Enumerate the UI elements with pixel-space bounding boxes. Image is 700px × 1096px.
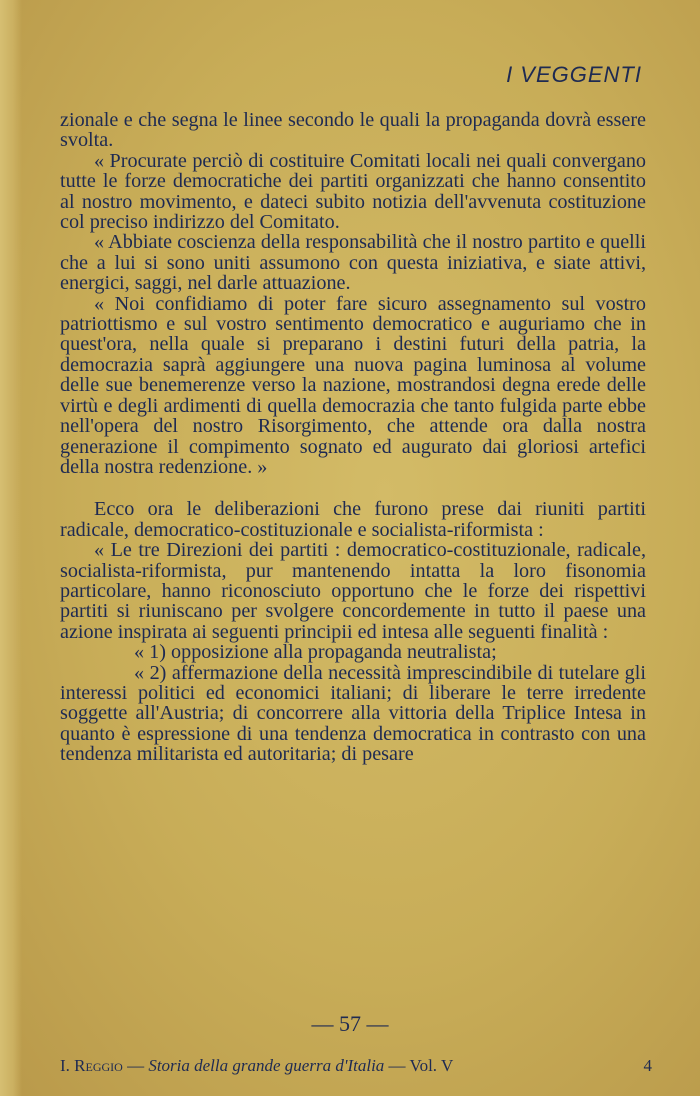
paragraph: zionale e che segna le linee secondo le quali la propaganda dovrà essere svolta. [60,109,646,152]
list-item: « 1) opposizione alla propaganda neutralista; [134,641,497,664]
footer-book-title: Storia della grande guerra d'Italia [148,1056,385,1075]
paragraph: « Le tre Direzioni dei partiti : democratico-costituzionale, radicale, socialista-riformista, pur mantenendo intatta la loro fisonomia particolare, hanno riconosciuto opportuno che le forze dei rispettivi partiti si riuniscano per svolgere concordemente in tutto il paese una azione inspirata ai seguenti principii ed intesa alle seguenti finalità : [60,539,646,643]
footer-volume: Vol. V [409,1056,454,1075]
running-head: I VEGGENTI [506,62,642,87]
page-spine-shadow [0,0,22,1096]
footer-signature-mark: 4 [643,1056,652,1075]
footer-separator: — [384,1056,410,1075]
paragraph: Ecco ora le deliberazioni che furono prese dai riuniti partiti radicale, democratico-costituzionale e socialista-riformista : [60,498,646,541]
paragraph: « Procurate perciò di costituire Comitati locali nei quali convergano tutte le forze democratiche dei partiti organizzati che hanno consentito al nostro movimento, e dateci subito notizia dell'avvenuta costituzione col preciso indirizzo del Comitato. [60,149,646,234]
page-number: — 57 — [311,1011,389,1036]
footer-separator: — [122,1056,149,1075]
paragraph: « Noi confidiamo di poter fare sicuro assegnamento sul vostro patriottismo e sul vostro sentimento democratico e auguriamo che in quest'ora, nella quale si preparano i destini futuri della patria, la democrazia saprà aggiungere una nuova pagina luminosa al volume delle sue benemerenze verso la nazione, mostrandosi degna erede delle virtù e degli ardimenti di quella democrazia che tanto fulgida parte ebbe nell'opera del nostro Risorgimento, che attende ora dalla nostra generazione il compimento sognato ed augurato dai gloriosi artefici della nostra redenzione. » [60,292,646,478]
body-text [60,110,646,765]
list-item: « 2) affermazione della necessità imprescindibile di tutelare gli interessi politici ed economici italiani; di liberare le terre irredente soggette all'Austria; di concorrere alla vittoria della Triplice Intesa in quanto è espressione di una tendenza democratica in contrasto con una tendenza militarista ed autoritaria; di pesare [60,661,646,766]
footer-author: I. Reggio [60,1056,123,1075]
paragraph: « Abbiate coscienza della responsabilità che il nostro partito e quelli che a lui si sono uniti assumono con questa iniziativa, e siate attivi, energici, saggi, nel darle attuazione. [60,231,646,295]
